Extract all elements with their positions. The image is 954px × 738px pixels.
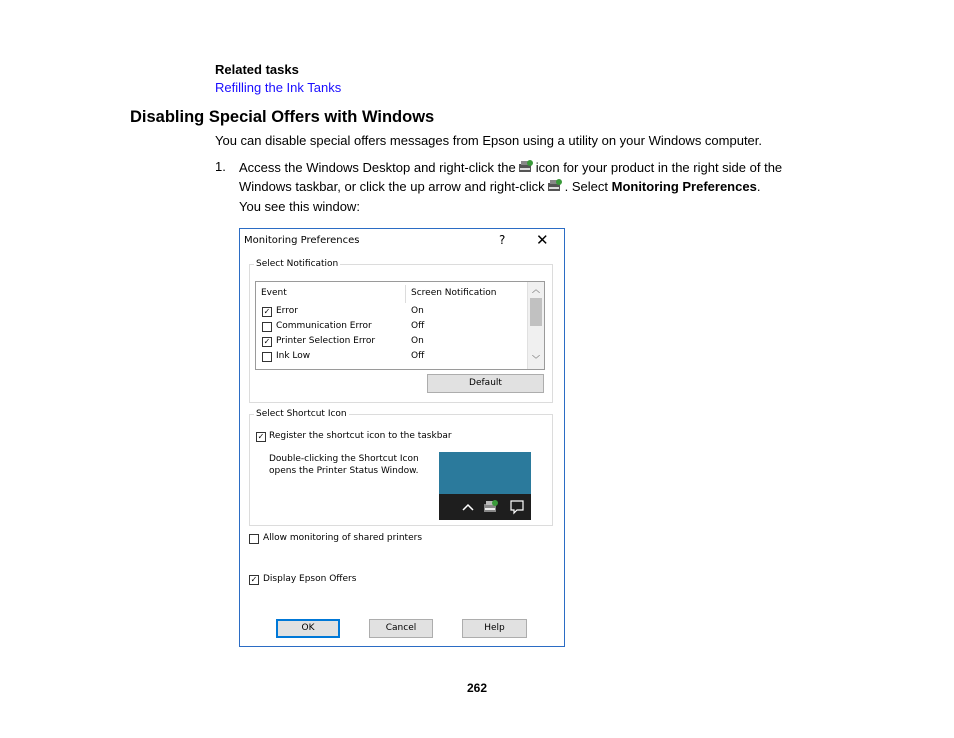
- column-separator: [405, 285, 406, 303]
- monitoring-preferences-dialog: [239, 228, 565, 647]
- printer-status-icon: [518, 159, 534, 175]
- scroll-down-icon[interactable]: ﹀: [532, 355, 540, 364]
- select-shortcut-label: Select Shortcut Icon: [256, 409, 347, 419]
- list-scrollbar[interactable]: [527, 282, 544, 369]
- ok-button[interactable]: OK: [276, 619, 340, 638]
- row-value: Off: [411, 351, 425, 361]
- refilling-ink-tanks-link[interactable]: Refilling the Ink Tanks: [215, 80, 342, 95]
- taskbar-preview: [439, 452, 531, 520]
- doubleclick-line-1: Double-clicking the Shortcut Icon: [269, 454, 419, 464]
- scroll-up-icon[interactable]: ︿: [532, 285, 540, 294]
- you-see-text: You see this window:: [239, 199, 360, 214]
- chevron-up-icon: [462, 502, 474, 512]
- step-line-1: [239, 159, 782, 176]
- step-line2-a: Windows taskbar, or click the up arrow and right-click: [239, 179, 545, 194]
- doubleclick-line-2: opens the Printer Status Window.: [269, 466, 419, 476]
- section-title: Disabling Special Offers with Windows: [130, 108, 435, 126]
- scroll-thumb[interactable]: [530, 298, 542, 326]
- step-number: 1.: [215, 159, 226, 174]
- table-row[interactable]: [256, 306, 526, 320]
- help-button[interactable]: Help: [462, 619, 527, 638]
- related-tasks-heading: Related tasks: [215, 62, 299, 77]
- dialog-title: Monitoring Preferences: [244, 235, 360, 246]
- notification-icon: [509, 499, 525, 515]
- row-event: Communication Error: [276, 321, 372, 331]
- row-event: Printer Selection Error: [276, 336, 376, 346]
- row-checkbox[interactable]: ✓: [263, 337, 271, 346]
- table-row[interactable]: [256, 351, 526, 365]
- row-checkbox[interactable]: [262, 352, 272, 362]
- row-value: On: [411, 336, 424, 346]
- row-checkbox[interactable]: [262, 322, 272, 332]
- row-value: On: [411, 306, 424, 316]
- row-checkbox[interactable]: ✓: [263, 307, 271, 316]
- event-column-header[interactable]: Event: [261, 288, 287, 298]
- cancel-button[interactable]: Cancel: [369, 619, 433, 638]
- allow-shared-checkbox[interactable]: [249, 534, 259, 544]
- printer-status-icon: [483, 499, 499, 515]
- step-line2-end: .: [756, 179, 761, 194]
- allow-shared-label: Allow monitoring of shared printers: [263, 533, 423, 543]
- notification-list[interactable]: [255, 281, 545, 370]
- display-offers-label: Display Epson Offers: [263, 574, 357, 584]
- screen-notification-column-header[interactable]: Screen Notification: [411, 288, 497, 298]
- row-value: Off: [411, 321, 425, 331]
- table-row[interactable]: [256, 321, 526, 335]
- step-line-2: [239, 178, 760, 195]
- default-button[interactable]: Default: [427, 374, 544, 393]
- register-shortcut-label: Register the shortcut icon to the taskbar: [269, 431, 452, 441]
- intro-paragraph: You can disable special offers messages from Epson using a utility on your Windows computer.: [215, 133, 763, 148]
- monitoring-preferences-bold: Monitoring Preferences: [611, 179, 757, 194]
- help-icon[interactable]: ?: [499, 233, 506, 247]
- display-offers-checkbox[interactable]: ✓: [250, 575, 258, 584]
- close-icon[interactable]: ✕: [536, 231, 549, 249]
- table-row[interactable]: [256, 336, 526, 350]
- step-line1-b: icon for your product in the right side of the: [535, 160, 783, 175]
- select-notification-label: Select Notification: [256, 259, 339, 269]
- register-shortcut-checkbox[interactable]: ✓: [257, 432, 265, 441]
- step-line2-b: . Select: [564, 179, 608, 194]
- page-number: 262: [466, 681, 488, 695]
- row-event: Ink Low: [276, 351, 311, 361]
- printer-status-icon-2: [547, 178, 563, 194]
- taskbar: [439, 494, 531, 520]
- row-event: Error: [276, 306, 298, 316]
- step-line1-a: Access the Windows Desktop and right-click the: [239, 160, 516, 175]
